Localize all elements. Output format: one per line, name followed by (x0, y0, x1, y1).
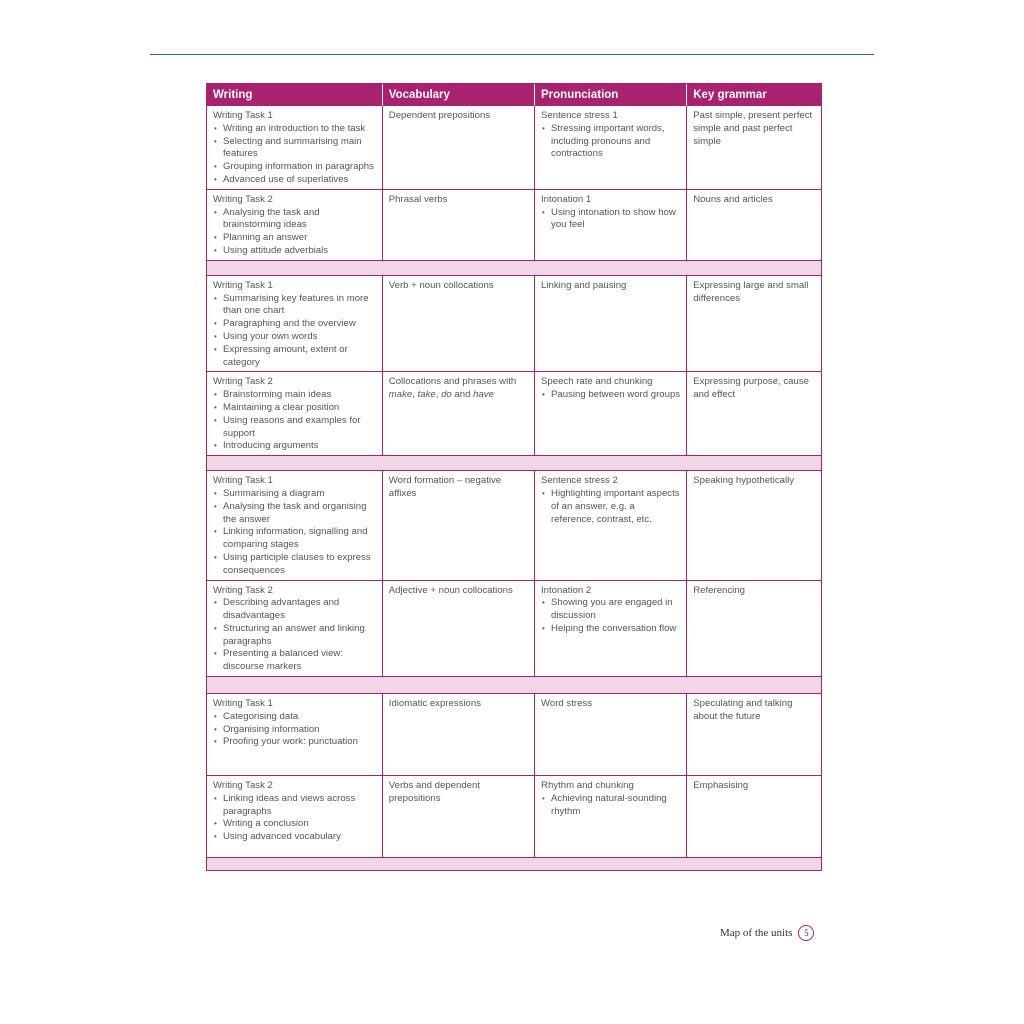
pronunciation-title: Word stress (541, 698, 593, 710)
list-item: • Maintaining a clear position (213, 402, 376, 415)
grammar-cell: Speculating and talking about the future (687, 694, 821, 776)
list-item: • Paragraphing and the overview (213, 318, 376, 331)
pronunciation-title: Speech rate and chunking (541, 376, 653, 388)
vocabulary-cell (382, 372, 534, 456)
grammar-cell: Nouns and articles (687, 189, 821, 260)
pronunciation-title: Intonation 1 (541, 193, 592, 205)
grammar-cell: Speaking hypothetically (687, 471, 821, 580)
vocab-italic-make: make (388, 389, 413, 401)
writing-task-list (213, 389, 376, 453)
unit-divider (207, 858, 821, 871)
table-row (207, 776, 821, 858)
table-row (207, 189, 821, 260)
writing-task-title: Writing Task 2 (213, 193, 273, 205)
list-item: • Writing a conclusion (213, 818, 376, 831)
writing-task-title: Writing Task 1 (213, 698, 273, 710)
table-row (207, 471, 821, 580)
vocab-italic-take: take (417, 389, 436, 401)
list-item: • Summarising a diagram (213, 488, 376, 501)
list-item: • Structuring an answer and linking paragraphs (213, 623, 376, 649)
vocab-text: Collocations and phrases with (388, 376, 517, 388)
list-item: • Using participle clauses to express consequences (213, 552, 376, 578)
list-item: • Summarising key features in more than one chart (213, 293, 376, 319)
pronunciation-cell (535, 106, 687, 189)
vocabulary-cell: Phrasal verbs (382, 189, 534, 260)
vocab-italic-do: do (441, 389, 452, 401)
list-item: • Using intonation to show how you feel (541, 207, 680, 233)
list-item: • Showing you are engaged in discussion (541, 597, 680, 623)
list-item: • Using reasons and examples for support (213, 415, 376, 441)
table-row (207, 372, 821, 456)
header-writing: Writing (207, 84, 382, 106)
writing-cell (207, 471, 382, 580)
list-item: • Writing an introduction to the task (213, 123, 376, 136)
vocab-separator: , (435, 389, 442, 401)
writing-task-list (213, 293, 376, 370)
writing-cell (207, 372, 382, 456)
list-item: • Selecting and summarising main features (213, 136, 376, 162)
writing-cell (207, 580, 382, 677)
grammar-cell: Past simple, present perfect simple and past perfect simple (687, 106, 821, 189)
pronunciation-list (541, 793, 680, 819)
list-item: • Planning an answer (213, 232, 376, 245)
list-item: • Advanced use of superlatives (213, 174, 376, 187)
pronunciation-title: Rhythm and chunking (541, 780, 634, 792)
list-item: • Linking ideas and views across paragraphs (213, 793, 376, 819)
pronunciation-cell (535, 471, 687, 580)
list-item: • Organising information (213, 724, 376, 737)
pronunciation-cell (535, 776, 687, 858)
grammar-cell: Expressing purpose, cause and effect (687, 372, 821, 456)
pronunciation-list (541, 123, 680, 161)
list-item: • Using your own words (213, 331, 376, 344)
writing-task-title: Writing Task 1 (213, 110, 273, 121)
pronunciation-list (541, 207, 680, 233)
list-item: • Pausing between word groups (541, 389, 680, 402)
writing-cell (207, 776, 382, 858)
writing-task-list (213, 488, 376, 578)
vocabulary-cell: Word formation – negative affixes (382, 471, 534, 580)
writing-task-list (213, 123, 376, 187)
writing-cell (207, 106, 382, 189)
list-item: • Highlighting important aspects of an answer, e.g. a reference, contrast, etc. (541, 488, 680, 526)
list-item: • Stressing important words, including pronouns and contractions (541, 123, 680, 161)
pronunciation-cell (535, 189, 687, 260)
vocabulary-cell: Verbs and dependent prepositions (382, 776, 534, 858)
pronunciation-cell (535, 372, 687, 456)
top-rule (150, 54, 874, 55)
pronunciation-title: Linking and pausing (541, 279, 627, 291)
list-item: • Using advanced vocabulary (213, 831, 376, 844)
list-item: • Introducing arguments (213, 440, 376, 453)
page-footer (720, 924, 814, 942)
list-item: • Analysing the task and organising the answer (213, 501, 376, 527)
header-pronunciation: Pronunciation (535, 84, 687, 106)
vocabulary-cell: Idiomatic expressions (382, 694, 534, 776)
writing-task-title: Writing Task 2 (213, 376, 273, 388)
list-item: • Brainstorming main ideas (213, 389, 376, 402)
grammar-cell: Referencing (687, 580, 821, 677)
list-item: • Categorising data (213, 711, 376, 724)
writing-cell (207, 189, 382, 260)
writing-task-list (213, 793, 376, 844)
vocabulary-cell: Dependent prepositions (382, 106, 534, 189)
unit-divider (207, 677, 821, 694)
grammar-cell: Emphasising (687, 776, 821, 858)
pronunciation-list (541, 488, 680, 526)
list-item: • Analysing the task and brainstorming ideas (213, 207, 376, 233)
list-item: • Helping the conversation flow (541, 623, 680, 636)
table-row (207, 275, 821, 372)
header-row (207, 84, 821, 106)
writing-cell (207, 694, 382, 776)
table-row (207, 106, 821, 189)
list-item: • Grouping information in paragraphs (213, 161, 376, 174)
writing-task-title: Writing Task 1 (213, 475, 273, 487)
pronunciation-list (541, 389, 680, 402)
writing-task-list (213, 207, 376, 258)
footer-text: Map of the units (720, 927, 793, 939)
list-item: • Achieving natural-sounding rhythm (541, 793, 680, 819)
pronunciation-cell (535, 275, 687, 372)
vocab-separator: , (412, 389, 418, 401)
pronunciation-cell (535, 580, 687, 677)
list-item: • Presenting a balanced view: discourse markers (213, 648, 376, 674)
writing-cell (207, 275, 382, 372)
pronunciation-title: Sentence stress 1 (541, 110, 618, 121)
list-item: • Using attitude adverbials (213, 245, 376, 258)
pronunciation-cell (535, 694, 687, 776)
list-item: • Describing advantages and disadvantages (213, 597, 376, 623)
list-item: • Expressing amount, extent or category (213, 344, 376, 370)
table-row (207, 694, 821, 776)
writing-task-list (213, 711, 376, 749)
unit-divider (207, 456, 821, 471)
units-map-table (206, 83, 822, 871)
writing-task-title: Writing Task 2 (213, 780, 273, 792)
table-row (207, 580, 821, 677)
vocab-and: and (451, 389, 474, 401)
page-number: 5 (798, 925, 814, 941)
writing-task-title: Writing Task 1 (213, 279, 273, 291)
writing-task-title: Writing Task 2 (213, 584, 273, 596)
pronunciation-title: Sentence stress 2 (541, 475, 618, 487)
vocabulary-cell: Verb + noun collocations (382, 275, 534, 372)
header-key-grammar: Key grammar (687, 84, 821, 106)
header-vocabulary: Vocabulary (382, 84, 534, 106)
vocab-italic-have: have (473, 389, 494, 401)
list-item: • Proofing your work: punctuation (213, 736, 376, 749)
pronunciation-title: Intonation 2 (541, 584, 592, 596)
grammar-cell: Expressing large and small differences (687, 275, 821, 372)
list-item: • Linking information, signalling and comparing stages (213, 526, 376, 552)
writing-task-list (213, 597, 376, 674)
pronunciation-list (541, 597, 680, 635)
unit-divider (207, 260, 821, 275)
vocabulary-cell: Adjective + noun collocations (382, 580, 534, 677)
